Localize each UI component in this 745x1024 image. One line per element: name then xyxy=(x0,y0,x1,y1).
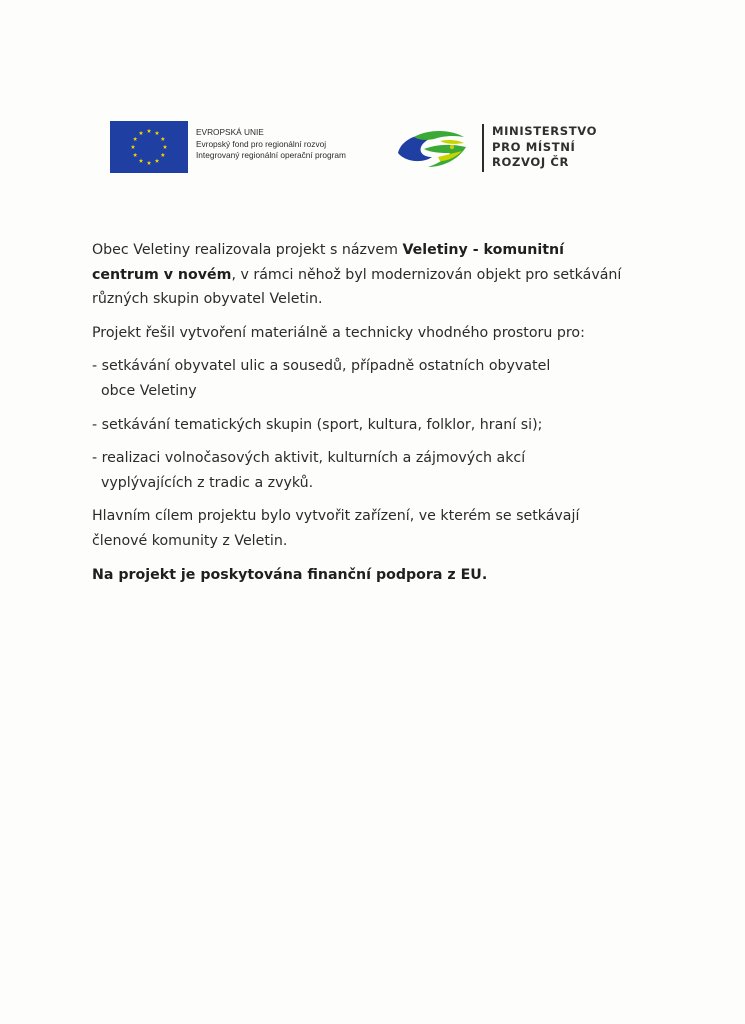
eu-logo-text xyxy=(196,127,346,162)
intro-text: Obec Veletiny realizovala projekt s názvem xyxy=(92,242,403,258)
intro-rest: , v rámci něhož byl modernizován objekt pro setkávání různých skupin obyvatel Veletin. xyxy=(92,266,622,308)
eu-star-icon xyxy=(155,159,159,163)
eu-star-icon xyxy=(139,159,143,163)
eu-star-icon xyxy=(131,145,135,149)
list-item-text: - setkávání tematických skupin (sport, kultura, folklor, hraní si); xyxy=(92,416,543,433)
eu-star-icon xyxy=(147,161,151,165)
document-body xyxy=(92,238,632,596)
eu-star-icon xyxy=(133,137,137,141)
intro-paragraph xyxy=(92,238,632,312)
funding-statement: Na projekt je poskytována finanční podpora z EU. xyxy=(92,566,488,583)
ministry-logo-divider xyxy=(482,124,484,172)
list-item xyxy=(92,446,632,495)
list-item-text-continued: vyplývajících z tradic a zvyků. xyxy=(101,474,314,491)
list-item-text-continued: obce Veletiny xyxy=(101,382,197,399)
scope-paragraph: Projekt řešil vytvoření materiálně a technicky vhodného prostoru pro: xyxy=(92,324,585,341)
eu-star-icon xyxy=(155,131,159,135)
ministry-line-1: MINISTERSTVO xyxy=(492,124,598,138)
eu-program-name: Integrovaný regionální operační program xyxy=(196,150,346,160)
list-item xyxy=(92,354,632,403)
eu-star-icon xyxy=(133,153,137,157)
eu-star-icon xyxy=(147,129,151,133)
project-name: Veletiny - komunitní centrum v novém xyxy=(92,242,564,283)
eu-flag-logo xyxy=(110,121,188,173)
eu-star-icon xyxy=(161,153,165,157)
ministry-line-3: ROZVOJ ČR xyxy=(492,155,570,169)
eu-star-icon xyxy=(163,145,167,149)
eu-title: EVROPSKÁ UNIE xyxy=(196,127,264,137)
list-item-text: - realizaci volnočasových aktivit, kulturních a zájmových akcí xyxy=(92,450,526,467)
eu-fund-name: Evropský fond pro regionální rozvoj xyxy=(196,138,327,149)
ministry-logo-text xyxy=(492,124,597,171)
eu-star-icon xyxy=(139,131,143,135)
goal-paragraph: Hlavním cílem projektu bylo vytvořit zařízení, ve kterém se setkávají členové komunity z Veletin. xyxy=(92,508,580,549)
list-item-text: - setkávání obyvatel ulic a sousedů, případně ostatních obyvatel xyxy=(92,358,551,375)
eu-star-icon xyxy=(161,137,165,141)
list-item xyxy=(92,413,632,438)
ministry-line-2: PRO MÍSTNÍ xyxy=(492,139,576,154)
ministry-logo-icon xyxy=(394,127,470,173)
